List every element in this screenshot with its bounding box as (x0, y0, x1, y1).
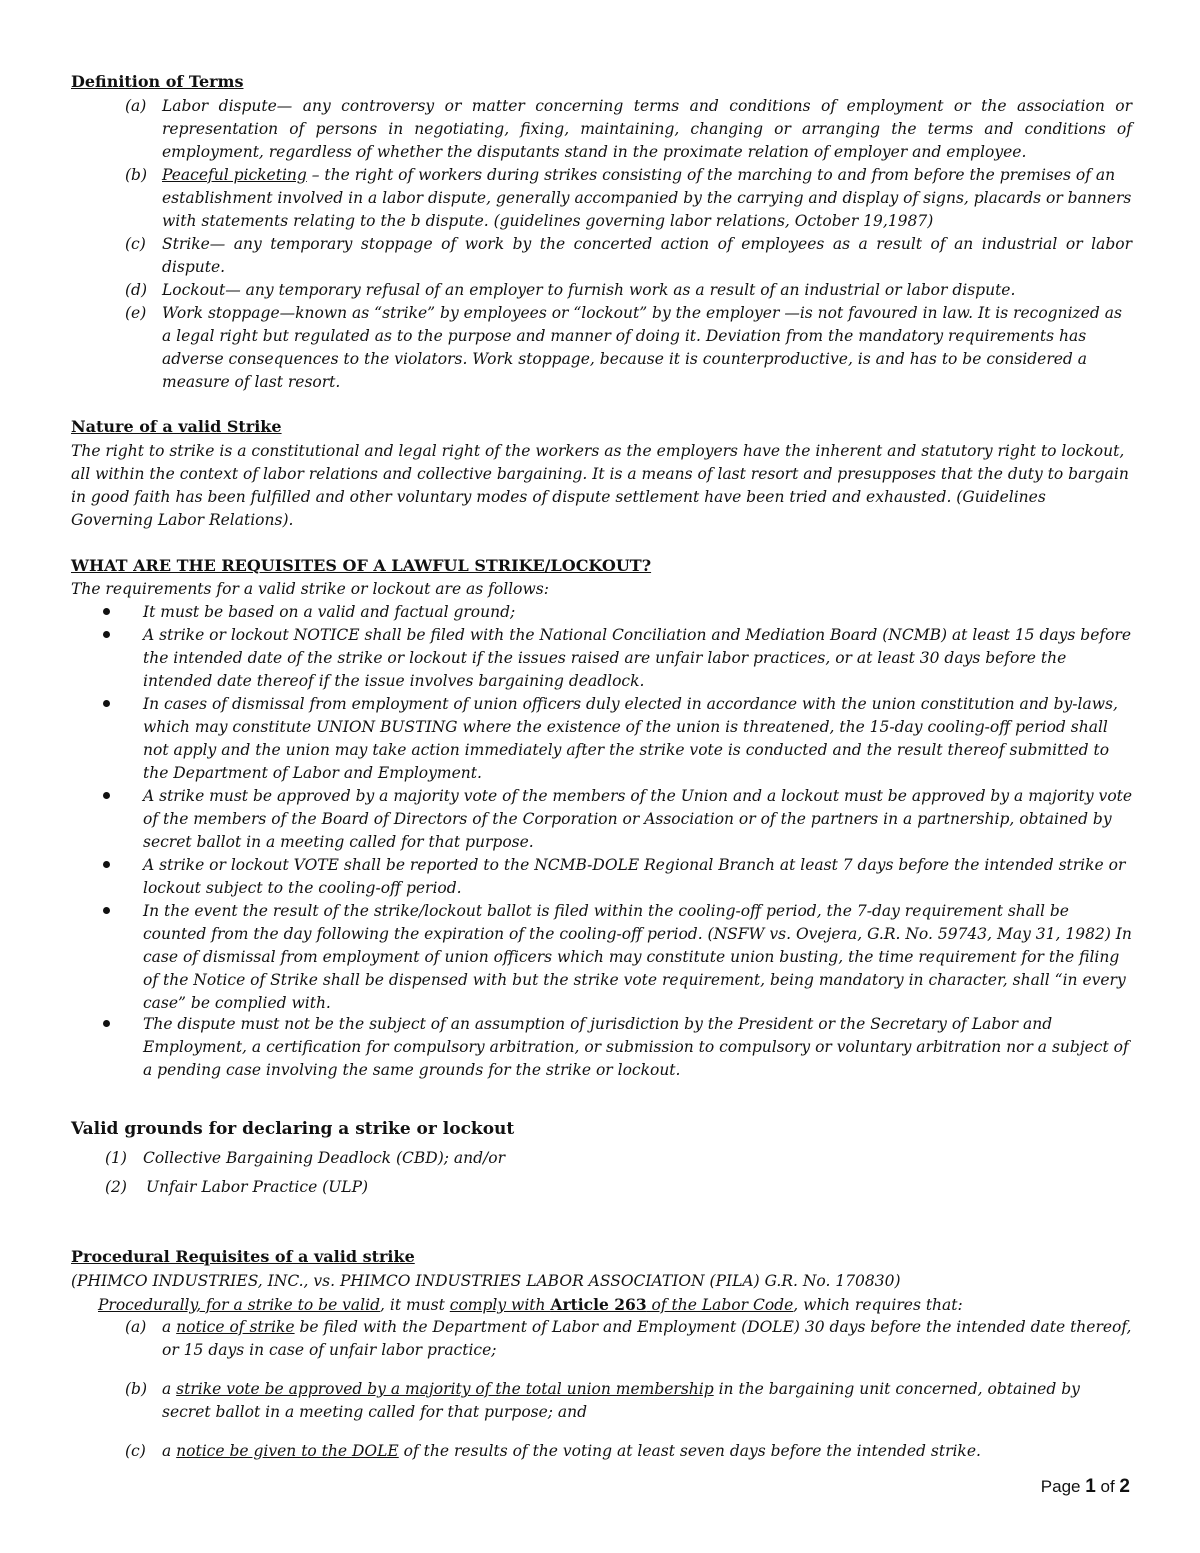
bullet-icon (103, 861, 110, 868)
bullet-icon (103, 700, 110, 707)
requisite-item: The dispute must not be the subject of an assumption of jurisdiction by the President or the Secretary of Labor and Employment, a certification for compulsory arbitration, or submission to compulsory or voluntary arbitration nor a subject of a pending case involving the same grounds for the strike or lockout. (143, 1015, 1129, 1079)
requisites-intro: The requirements for a valid strike or lockout are as follows: (71, 580, 549, 598)
procedural-item-vote: a strike vote be approved by a majority of the total union membership in the bargaining unit concerned, obtained by secret ballot in a meeting called for that purpose; and (162, 1380, 1080, 1421)
term-peaceful-picketing: Peaceful picketing (162, 166, 307, 184)
definition-strike: Strike— any temporary stoppage of work by the concerted action of employees as a result of an industrial or labor dispute. (162, 235, 1132, 276)
procedural-item-notice: a notice of strike be filed with the Department of Labor and Employment (DOLE) 30 days before the intended date thereof, or 15 days in case of unfair labor practice; (162, 1318, 1132, 1359)
page-number: Page 1 of 2 (1040, 1476, 1130, 1497)
ground-ulp: Unfair Labor Practice (ULP) (146, 1178, 369, 1196)
requisite-item: It must be based on a valid and factual ground; (143, 603, 516, 621)
bullet-icon (103, 608, 110, 615)
bullet-icon (103, 792, 110, 799)
nature-paragraph: The right to strike is a constitutional and legal right of the workers as the employers have the inherent and statutory right to lockout, all within the context of labor relations and collective bargaining. It is a means of last resort and presupposes that the duty to bargain in good faith has been fulfilled and other voluntary modes of dispute settlement have been tried and exhausted. (Guidelines Governing Labor Relations). (71, 442, 1129, 529)
item-label: (b) (125, 1380, 148, 1398)
article-reference: Article 263 (550, 1295, 647, 1314)
procedural-item-results: a notice be given to the DOLE of the results of the voting at least seven days before the intended strike. (162, 1442, 981, 1460)
requisite-item: In the event the result of the strike/lockout ballot is filed within the cooling-off period, the 7-day requirement shall be counted from the day following the expiration of the cooling-off period. (NSFW vs. Ovejera, G.R. No. 59743, May 31, 1982) In case of dismissal from employment of union officers which may constitute union busting, the time requirement for the filing of the Notice of Strike shall be dispensed with but the strike vote requirement, being mandatory in character, shall “in every case” be complied with. (143, 902, 1132, 1012)
case-citation: (PHIMCO INDUSTRIES, INC., vs. PHIMCO INDUSTRIES LABOR ASSOCIATION (PILA) G.R. No. 170830) (71, 1272, 901, 1290)
item-label: (1) (105, 1149, 127, 1167)
heading-requisites: WHAT ARE THE REQUISITES OF A LAWFUL STRIKE/LOCKOUT? (71, 556, 652, 575)
item-label: (b) (125, 166, 148, 184)
bullet-icon (103, 631, 110, 638)
item-label: (a) (125, 1318, 147, 1336)
procedural-intro: Procedurally, for a strike to be valid, it must comply with Article 263 of the Labor Code, which requires that: (98, 1295, 963, 1314)
heading-procedural-requisites: Procedural Requisites of a valid strike (71, 1247, 415, 1266)
requisite-item: A strike or lockout VOTE shall be reported to the NCMB-DOLE Regional Branch at least 7 days before the intended strike or lockout subject to the cooling-off period. (143, 856, 1126, 897)
bullet-icon (103, 907, 110, 914)
bullet-icon (103, 1020, 110, 1027)
item-label: (a) (125, 97, 147, 115)
definition-lockout: Lockout— any temporary refusal of an employer to furnish work as a result of an industrial or labor dispute. (162, 281, 1016, 299)
item-label: (c) (125, 235, 146, 253)
heading-valid-grounds: Valid grounds for declaring a strike or lockout (71, 1119, 515, 1139)
item-label: (d) (125, 281, 148, 299)
definition-labor-dispute: Labor dispute— any controversy or matter concerning terms and conditions of employment or the association or representation of persons in negotiating, fixing, maintaining, changing or arranging the terms and conditions of employment, regardless of whether the disputants stand in the proximate relation of employer and employee. (162, 97, 1132, 161)
requisite-item: A strike must be approved by a majority vote of the members of the Union and a lockout must be approved by a majority vote of the members of the Board of Directors of the Corporation or Association or of the partners in a partnership, obtained by secret ballot in a meeting called for that purpose. (143, 787, 1133, 851)
ground-cbd: Collective Bargaining Deadlock (CBD); and/or (143, 1149, 506, 1167)
heading-nature-of-valid-strike: Nature of a valid Strike (71, 417, 282, 436)
item-label: (c) (125, 1442, 146, 1460)
definition-work-stoppage: Work stoppage—known as “strike” by employees or “lockout” by the employer —is not favoured in law. It is recognized as a legal right but regulated as to the purpose and manner of doing it. Deviation from the mandatory requirements has adverse consequences to the violators. Work stoppage, because it is counterproductive, is and has to be considered a measure of last resort. (162, 304, 1122, 391)
requisite-item: In cases of dismissal from employment of union officers duly elected in accordance with the union constitution and by-laws, which may constitute UNION BUSTING where the existence of the union is threatened, the 15-day cooling-off period shall not apply and the union may take action immediately after the strike vote is conducted and the result thereof submitted to the Department of Labor and Employment. (143, 695, 1118, 782)
item-label: (2) (105, 1178, 127, 1196)
requisite-item: A strike or lockout NOTICE shall be filed with the National Conciliation and Mediation Board (NCMB) at least 15 days before the intended date of the strike or lockout if the issues raised are unfair labor practices, or at least 30 days before the intended date thereof if the issue involves bargaining deadlock. (143, 626, 1132, 690)
heading-definition-of-terms: Definition of Terms (71, 72, 244, 91)
item-label: (e) (125, 304, 147, 322)
definition-peaceful-picketing: Peaceful picketing – the right of workers during strikes consisting of the marching to and from before the premises of an establishment involved in a labor dispute, generally accompanied by the carrying and display of signs, placards or banners with statements relating to the b dispute. (guidelines governing labor relations, October 19,1987) (162, 166, 1132, 230)
